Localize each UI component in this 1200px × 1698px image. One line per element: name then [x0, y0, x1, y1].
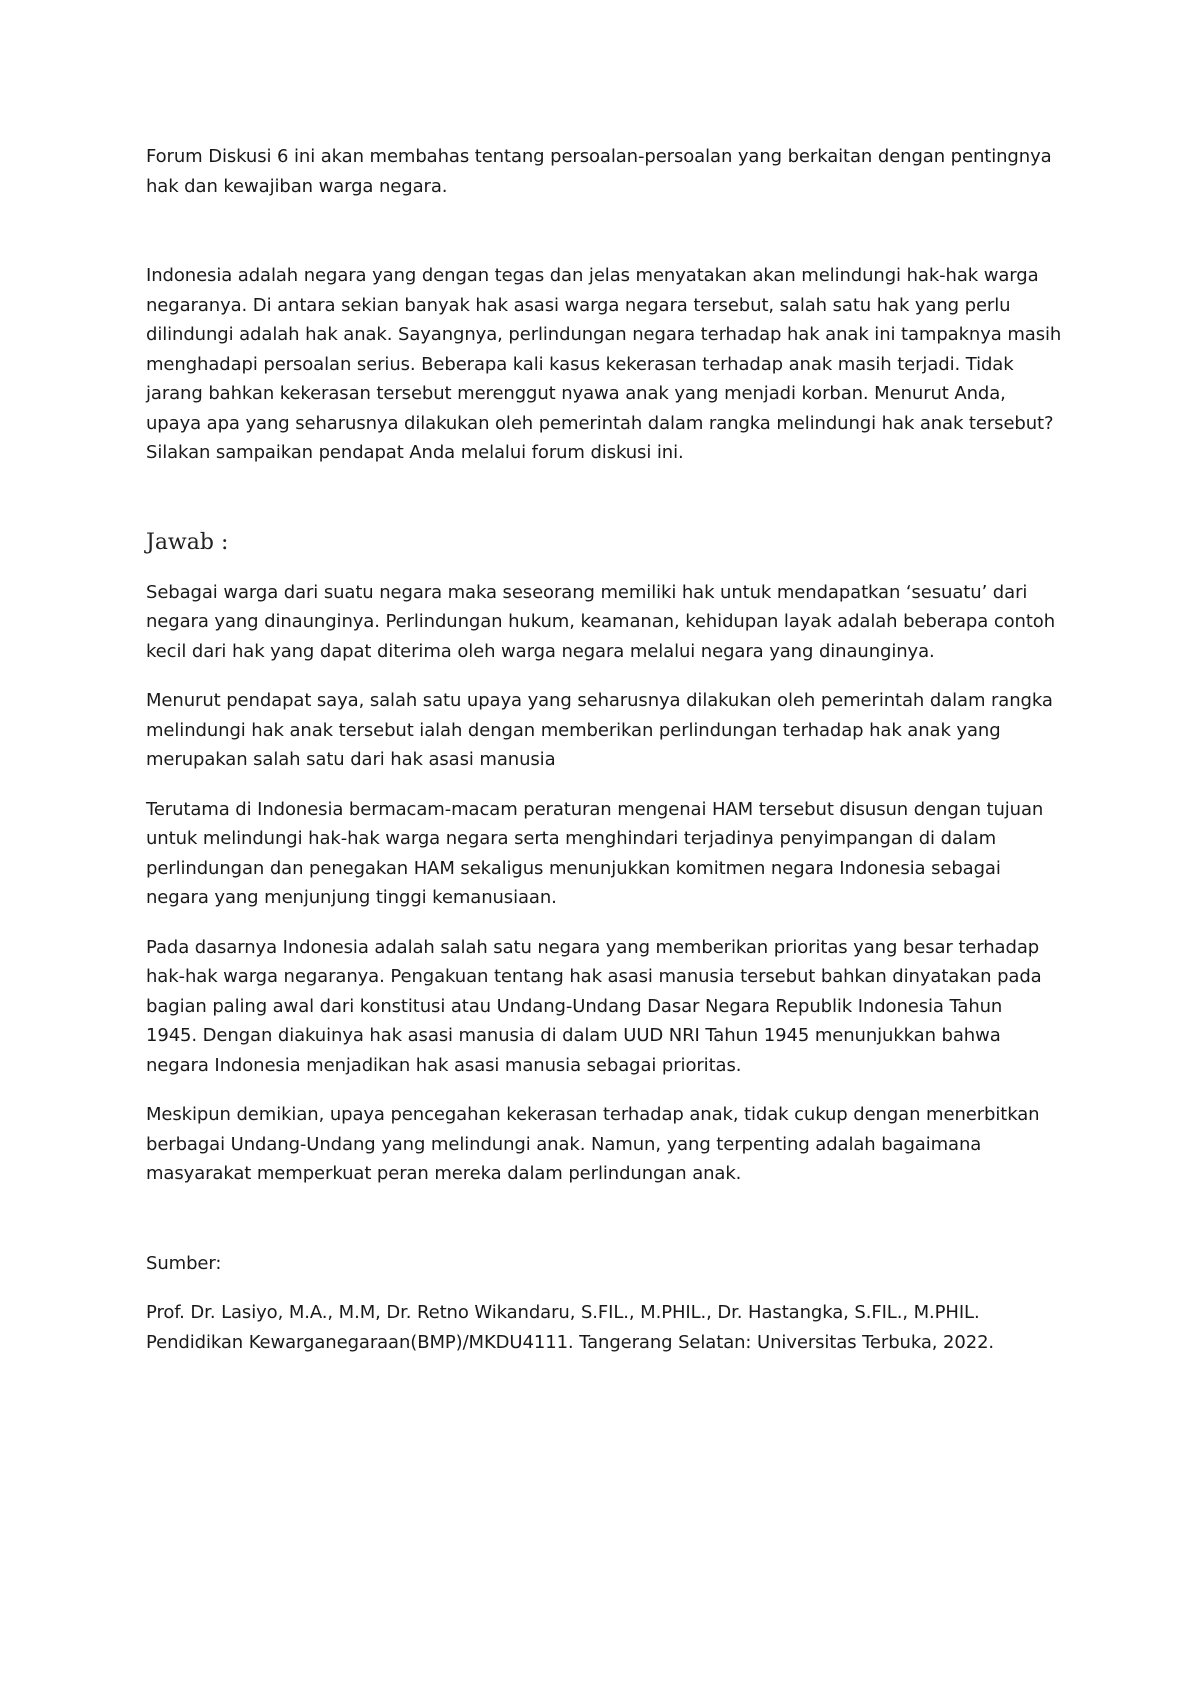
answer-line: Terutama di Indonesia bermacam-macam peraturan mengenai HAM tersebut disusun dengan tujuan — [146, 798, 1044, 820]
answer-paragraph-2 — [146, 686, 1066, 775]
answer-line: kecil dari hak yang dapat diterima oleh warga negara melalui negara yang dinaunginya. — [146, 640, 935, 662]
answer-line: hak-hak warga negaranya. Pengakuan tentang hak asasi manusia tersebut bahkan dinyatakan pada — [146, 966, 1042, 987]
question-line: Silakan sampaikan pendapat Anda melalui forum diskusi ini. — [146, 442, 684, 463]
answer-line: merupakan salah satu dari hak asasi manusia — [146, 749, 556, 770]
question-line: Indonesia adalah negara yang dengan tegas dan jelas menyatakan akan melindungi hak-hak warga — [146, 265, 1039, 286]
question-paragraph — [146, 261, 1066, 468]
answer-paragraph-5 — [146, 1100, 1066, 1189]
answer-line: masyarakat memperkuat peran mereka dalam perlindungan anak. — [146, 1163, 742, 1184]
source-citation — [146, 1298, 1066, 1357]
answer-line: Meskipun demikian, upaya pencegahan kekerasan terhadap anak, tidak cukup dengan menerbitkan — [146, 1104, 1040, 1125]
intro-paragraph — [146, 142, 1066, 201]
document-body — [146, 142, 1066, 1357]
answer-line: Pada dasarnya Indonesia adalah salah satu negara yang memberikan prioritas yang besar terhadap — [146, 936, 1040, 958]
source-line: Prof. Dr. Lasiyo, M.A., M.M, Dr. Retno Wikandaru, S.FIL., M.PHIL., Dr. Hastangka, S.FIL., M.PHIL. — [146, 1302, 980, 1323]
answer-line: negara Indonesia menjadikan hak asasi manusia sebagai prioritas. — [146, 1054, 742, 1076]
answer-line: 1945. Dengan diakuinya hak asasi manusia di dalam UUD NRI Tahun 1945 menunjukkan bahwa — [146, 1025, 1001, 1046]
answer-heading: Jawab : — [146, 529, 229, 555]
source-line: Pendidikan Kewarganegaraan(BMP)/MKDU4111. Tangerang Selatan: Universitas Terbuka, 2022. — [146, 1331, 995, 1353]
question-line: dilindungi adalah hak anak. Sayangnya, perlindungan negara terhadap hak anak ini tampaknya masih — [146, 324, 1062, 345]
answer-paragraph-1 — [146, 578, 1066, 667]
intro-line: hak dan kewajiban warga negara. — [146, 175, 448, 197]
answer-line: melindungi hak anak tersebut ialah dengan memberikan perlindungan terhadap hak anak yang — [146, 719, 1001, 741]
answer-line: Menurut pendapat saya, salah satu upaya yang seharusnya dilakukan oleh pemerintah dalam rangka — [146, 690, 1053, 711]
question-line: upaya apa yang seharusnya dilakukan oleh pemerintah dalam rangka melindungi hak anak tersebut? — [146, 412, 1054, 434]
question-line: menghadapi persoalan serius. Beberapa kali kasus kekerasan terhadap anak masih terjadi. Tidak — [146, 353, 1014, 375]
intro-line: Forum Diskusi 6 ini akan membahas tentang persoalan-persoalan yang berkaitan dengan pentingnya — [146, 146, 1052, 167]
answer-line: negara yang menjunjung tinggi kemanusiaan. — [146, 887, 557, 908]
answer-paragraph-3 — [146, 795, 1066, 913]
answer-paragraph-4 — [146, 933, 1066, 1081]
answer-line: perlindungan dan penegakan HAM sekaligus menunjukkan komitmen negara Indonesia sebagai — [146, 857, 1001, 879]
question-line: negaranya. Di antara sekian banyak hak asasi warga negara tersebut, salah satu hak yang perlu — [146, 294, 1011, 316]
question-line: jarang bahkan kekerasan tersebut merenggut nyawa anak yang menjadi korban. Menurut Anda, — [146, 383, 1006, 404]
source-heading: Sumber: — [146, 1252, 222, 1274]
answer-line: untuk melindungi hak-hak warga negara serta menghindari terjadinya penyimpangan di dalam — [146, 828, 997, 849]
answer-line: negara yang dinaunginya. Perlindungan hukum, keamanan, kehidupan layak adalah beberapa contoh — [146, 611, 1056, 632]
answer-line: berbagai Undang-Undang yang melindungi anak. Namun, yang terpenting adalah bagaimana — [146, 1133, 982, 1155]
answer-line: Sebagai warga dari suatu negara maka seseorang memiliki hak untuk mendapatkan ‘sesuatu’ dari — [146, 581, 1028, 603]
answer-line: bagian paling awal dari konstitusi atau Undang-Undang Dasar Negara Republik Indonesia Tahun — [146, 995, 1003, 1017]
